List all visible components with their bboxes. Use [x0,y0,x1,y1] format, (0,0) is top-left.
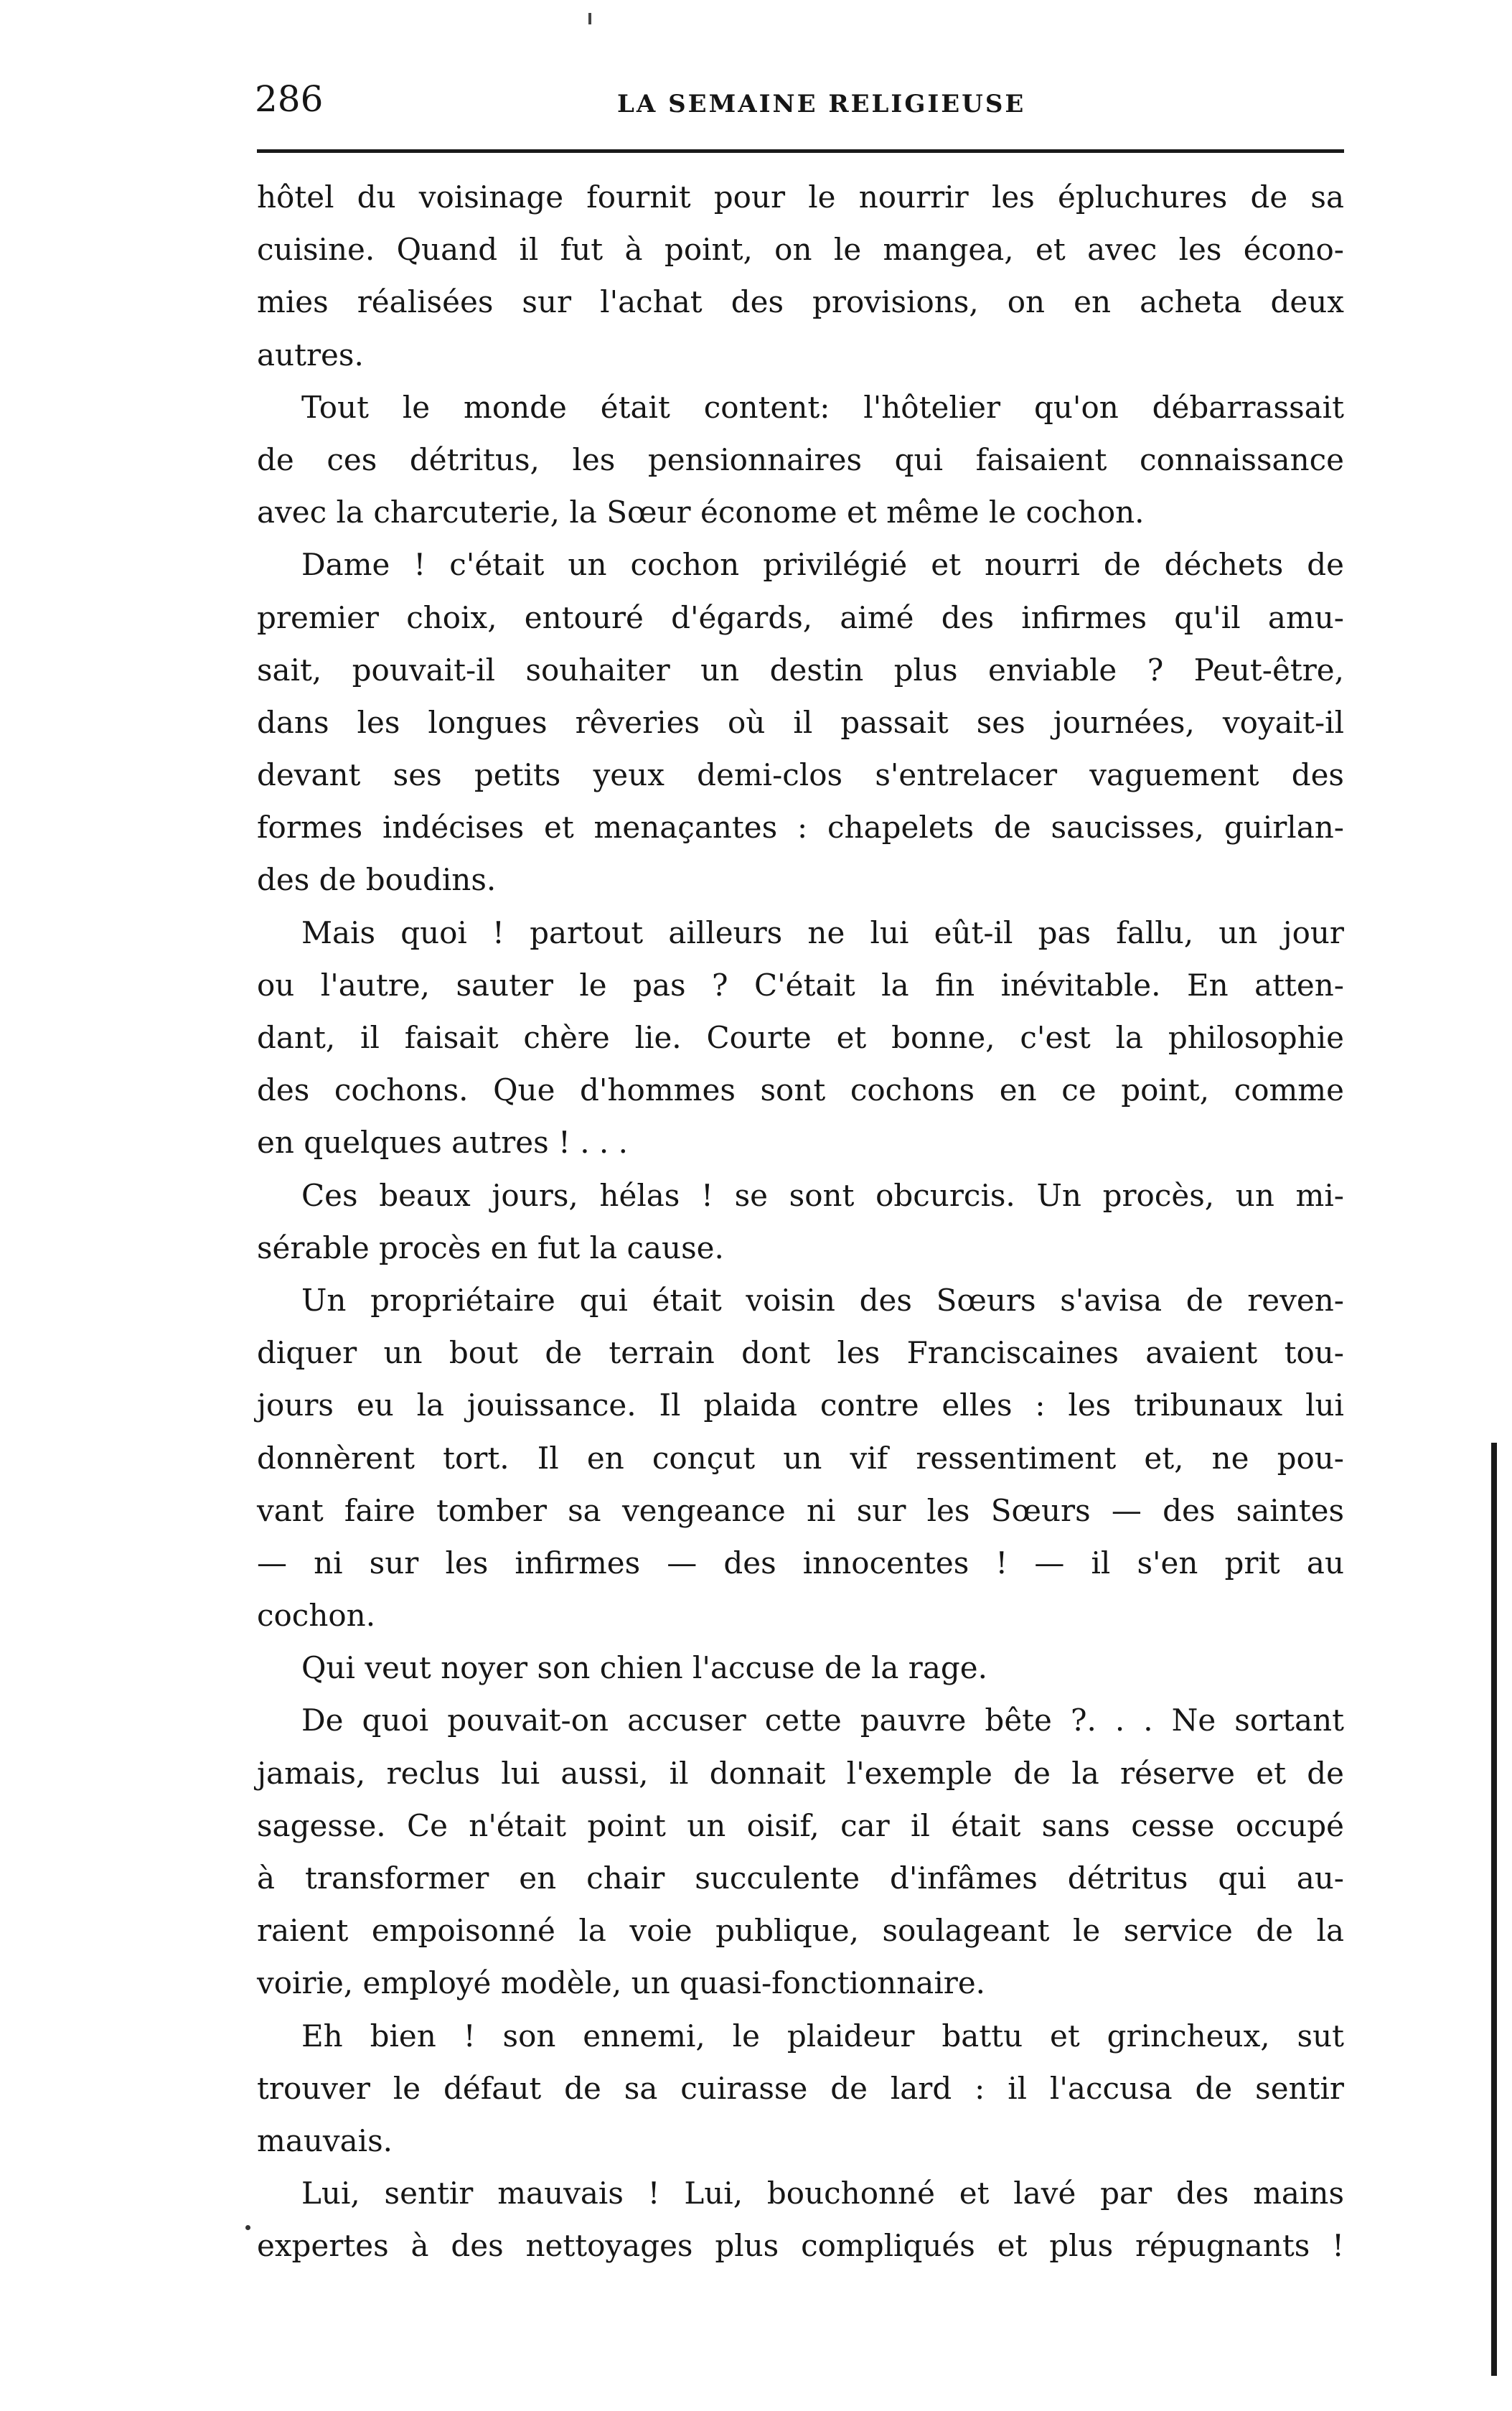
text-line: diquer un bout de terrain dont les Franciscaines avaient tou- [257,1335,1344,1371]
text-line: des de boudins. [257,862,497,898]
text-line: de ces détritus, les pensionnaires qui faisaient connaissance [257,441,1344,477]
text-line: Tout le monde était content: l'hôtelier qu'on débarrassait [301,389,1344,425]
text-line: Mais quoi ! partout ailleurs ne lui eût-il pas fallu, un jour [301,914,1344,950]
text-line: sérable procès en fut la cause. [257,1230,724,1265]
text-line: mauvais. [257,2122,393,2158]
text-line: trouver le défaut de sa cuirasse de lard : il l'accusa de sentir [257,2070,1344,2106]
page-number: 286 [255,78,324,120]
body-text [257,171,1344,2272]
text-line: à transformer en chair succulente d'infâmes détritus qui au- [257,1860,1344,1896]
margin-scan-line [1491,1443,1497,2376]
text-line: expertes à des nettoyages plus compliqués et plus répugnants ! [257,2228,1344,2264]
text-line: premier choix, entouré d'égards, aimé des infirmes qu'il amu- [257,599,1344,635]
text-line: autres. [257,337,364,373]
text-line: raient empoisonné la voie publique, soulageant le service de la [257,1913,1344,1949]
text-line: dans les longues rêveries où il passait ses journées, voyait-il [257,704,1344,740]
print-speck [588,13,591,24]
text-line: formes indécises et menaçantes : chapelets de saucisses, guirlan- [257,810,1344,846]
text-line: voirie, employé modèle, un quasi-fonctionnaire. [257,1965,986,2001]
text-line: Lui, sentir mauvais ! Lui, bouchonné et lavé par des mains [301,2176,1344,2211]
text-line: cochon. [257,1598,376,1634]
text-line: des cochons. Que d'hommes sont cochons en ce point, comme [257,1072,1344,1108]
page-header [255,78,1342,142]
text-line: Qui veut noyer son chien l'accuse de la rage. [301,1650,987,1686]
text-line: devant ses petits yeux demi-clos s'entrelacer vaguement des [257,757,1344,793]
text-line: donnèrent tort. Il en conçut un vif ressentiment et, ne pou- [257,1440,1344,1476]
text-line: avec la charcuterie, la Sœur économe et même le cochon. [257,495,1145,530]
text-line: ou l'autre, sauter le pas ? C'était la fin inévitable. En atten- [257,967,1344,1003]
text-line: — ni sur les infirmes — des innocentes ! — il s'en prit au [257,1545,1344,1581]
running-title: LA SEMAINE RELIGIEUSE [617,90,1026,118]
text-line: en quelques autres ! . . . [257,1125,628,1161]
text-line: mies réalisées sur l'achat des provisions, on en acheta deux [257,284,1344,320]
text-line: hôtel du voisinage fournit pour le nourrir les épluchures de sa [257,179,1344,215]
text-line: Un propriétaire qui était voisin des Sœurs s'avisa de reven- [301,1282,1344,1318]
text-line: jamais, reclus lui aussi, il donnait l'exemple de la réserve et de [257,1755,1344,1791]
header-rule [257,149,1344,153]
margin-speck [245,2225,250,2230]
text-line: Dame ! c'était un cochon privilégié et nourri de déchets de [301,547,1344,583]
text-line: sait, pouvait-il souhaiter un destin plus enviable ? Peut-être, [257,652,1344,688]
text-line: vant faire tomber sa vengeance ni sur les Sœurs — des saintes [257,1492,1344,1528]
text-line: dant, il faisait chère lie. Courte et bonne, c'est la philosophie [257,1020,1344,1055]
text-line: De quoi pouvait-on accuser cette pauvre bête ?. . . Ne sortant [301,1703,1344,1738]
text-line: cuisine. Quand il fut à point, on le mangea, et avec les écono- [257,232,1344,268]
text-line: Eh bien ! son ennemi, le plaideur battu et grincheux, sut [301,2018,1344,2054]
text-line: sagesse. Ce n'était point un oisif, car il était sans cesse occupé [257,1807,1344,1843]
text-line: jours eu la jouissance. Il plaida contre elles : les tribunaux lui [257,1387,1344,1423]
text-line: Ces beaux jours, hélas ! se sont obcurcis. Un procès, un mi- [301,1177,1344,1213]
